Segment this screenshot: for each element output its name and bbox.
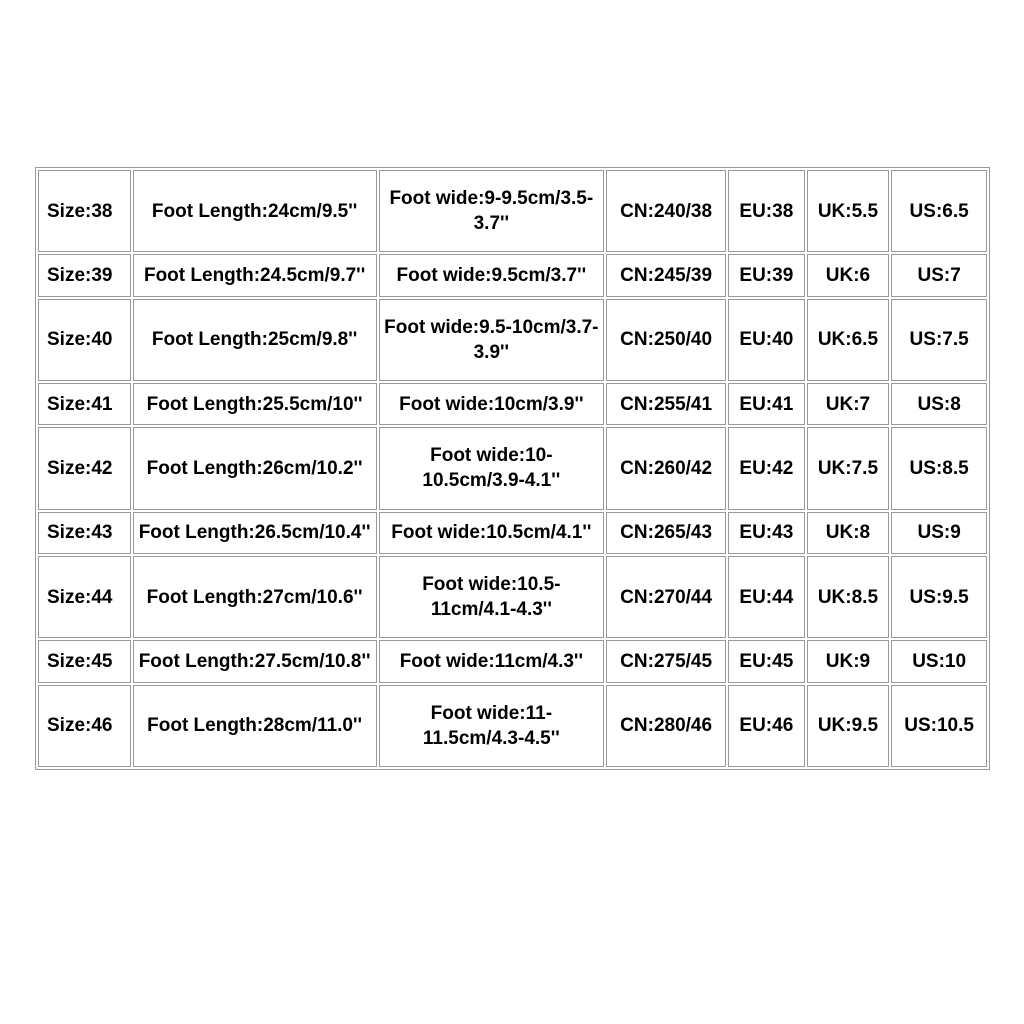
- eu-size-cell: EU:40: [728, 299, 805, 381]
- size-chart-table: [35, 167, 990, 770]
- eu-size-cell: EU:42: [728, 427, 805, 509]
- uk-size-cell: UK:8.5: [807, 556, 890, 638]
- foot-length-cell: Foot Length:28cm/11.0'': [133, 685, 377, 767]
- size-row: [38, 640, 987, 683]
- foot-length-cell: Foot Length:24.5cm/9.7'': [133, 254, 377, 297]
- size-row: [38, 512, 987, 555]
- foot-width-cell: Foot wide:10.5cm/4.1'': [379, 512, 605, 555]
- foot-length-cell: Foot Length:25cm/9.8'': [133, 299, 377, 381]
- us-size-cell: US:10.5: [891, 685, 987, 767]
- eu-size-cell: EU:46: [728, 685, 805, 767]
- cn-size-cell: CN:245/39: [606, 254, 726, 297]
- foot-width-cell: Foot wide:10cm/3.9'': [379, 383, 605, 426]
- size-row: [38, 254, 987, 297]
- us-size-cell: US:8: [891, 383, 987, 426]
- size-cell: Size:39: [38, 254, 131, 297]
- cn-size-cell: CN:265/43: [606, 512, 726, 555]
- size-row: [38, 170, 987, 252]
- eu-size-cell: EU:38: [728, 170, 805, 252]
- cn-size-cell: CN:275/45: [606, 640, 726, 683]
- size-cell: Size:45: [38, 640, 131, 683]
- eu-size-cell: EU:43: [728, 512, 805, 555]
- foot-length-cell: Foot Length:26cm/10.2'': [133, 427, 377, 509]
- size-cell: Size:41: [38, 383, 131, 426]
- size-row: [38, 299, 987, 381]
- eu-size-cell: EU:39: [728, 254, 805, 297]
- us-size-cell: US:6.5: [891, 170, 987, 252]
- foot-width-cell: Foot wide:11-11.5cm/4.3-4.5'': [379, 685, 605, 767]
- foot-width-cell: Foot wide:11cm/4.3'': [379, 640, 605, 683]
- size-chart-body: [38, 170, 987, 767]
- size-row: [38, 685, 987, 767]
- cn-size-cell: CN:270/44: [606, 556, 726, 638]
- size-row: [38, 383, 987, 426]
- cn-size-cell: CN:255/41: [606, 383, 726, 426]
- uk-size-cell: UK:9: [807, 640, 890, 683]
- uk-size-cell: UK:6.5: [807, 299, 890, 381]
- size-cell: Size:40: [38, 299, 131, 381]
- foot-length-cell: Foot Length:26.5cm/10.4'': [133, 512, 377, 555]
- foot-width-cell: Foot wide:9-9.5cm/3.5-3.7'': [379, 170, 605, 252]
- eu-size-cell: EU:41: [728, 383, 805, 426]
- uk-size-cell: UK:8: [807, 512, 890, 555]
- size-cell: Size:42: [38, 427, 131, 509]
- uk-size-cell: UK:9.5: [807, 685, 890, 767]
- us-size-cell: US:10: [891, 640, 987, 683]
- size-cell: Size:43: [38, 512, 131, 555]
- us-size-cell: US:8.5: [891, 427, 987, 509]
- foot-length-cell: Foot Length:27.5cm/10.8'': [133, 640, 377, 683]
- size-row: [38, 556, 987, 638]
- foot-length-cell: Foot Length:24cm/9.5'': [133, 170, 377, 252]
- foot-width-cell: Foot wide:10-10.5cm/3.9-4.1'': [379, 427, 605, 509]
- uk-size-cell: UK:6: [807, 254, 890, 297]
- eu-size-cell: EU:45: [728, 640, 805, 683]
- uk-size-cell: UK:7: [807, 383, 890, 426]
- eu-size-cell: EU:44: [728, 556, 805, 638]
- cn-size-cell: CN:240/38: [606, 170, 726, 252]
- size-cell: Size:46: [38, 685, 131, 767]
- uk-size-cell: UK:7.5: [807, 427, 890, 509]
- us-size-cell: US:9.5: [891, 556, 987, 638]
- foot-length-cell: Foot Length:25.5cm/10'': [133, 383, 377, 426]
- foot-width-cell: Foot wide:10.5-11cm/4.1-4.3'': [379, 556, 605, 638]
- cn-size-cell: CN:250/40: [606, 299, 726, 381]
- size-cell: Size:44: [38, 556, 131, 638]
- size-row: [38, 427, 987, 509]
- uk-size-cell: UK:5.5: [807, 170, 890, 252]
- us-size-cell: US:9: [891, 512, 987, 555]
- us-size-cell: US:7.5: [891, 299, 987, 381]
- foot-width-cell: Foot wide:9.5-10cm/3.7-3.9'': [379, 299, 605, 381]
- cn-size-cell: CN:280/46: [606, 685, 726, 767]
- cn-size-cell: CN:260/42: [606, 427, 726, 509]
- foot-length-cell: Foot Length:27cm/10.6'': [133, 556, 377, 638]
- foot-width-cell: Foot wide:9.5cm/3.7'': [379, 254, 605, 297]
- us-size-cell: US:7: [891, 254, 987, 297]
- size-cell: Size:38: [38, 170, 131, 252]
